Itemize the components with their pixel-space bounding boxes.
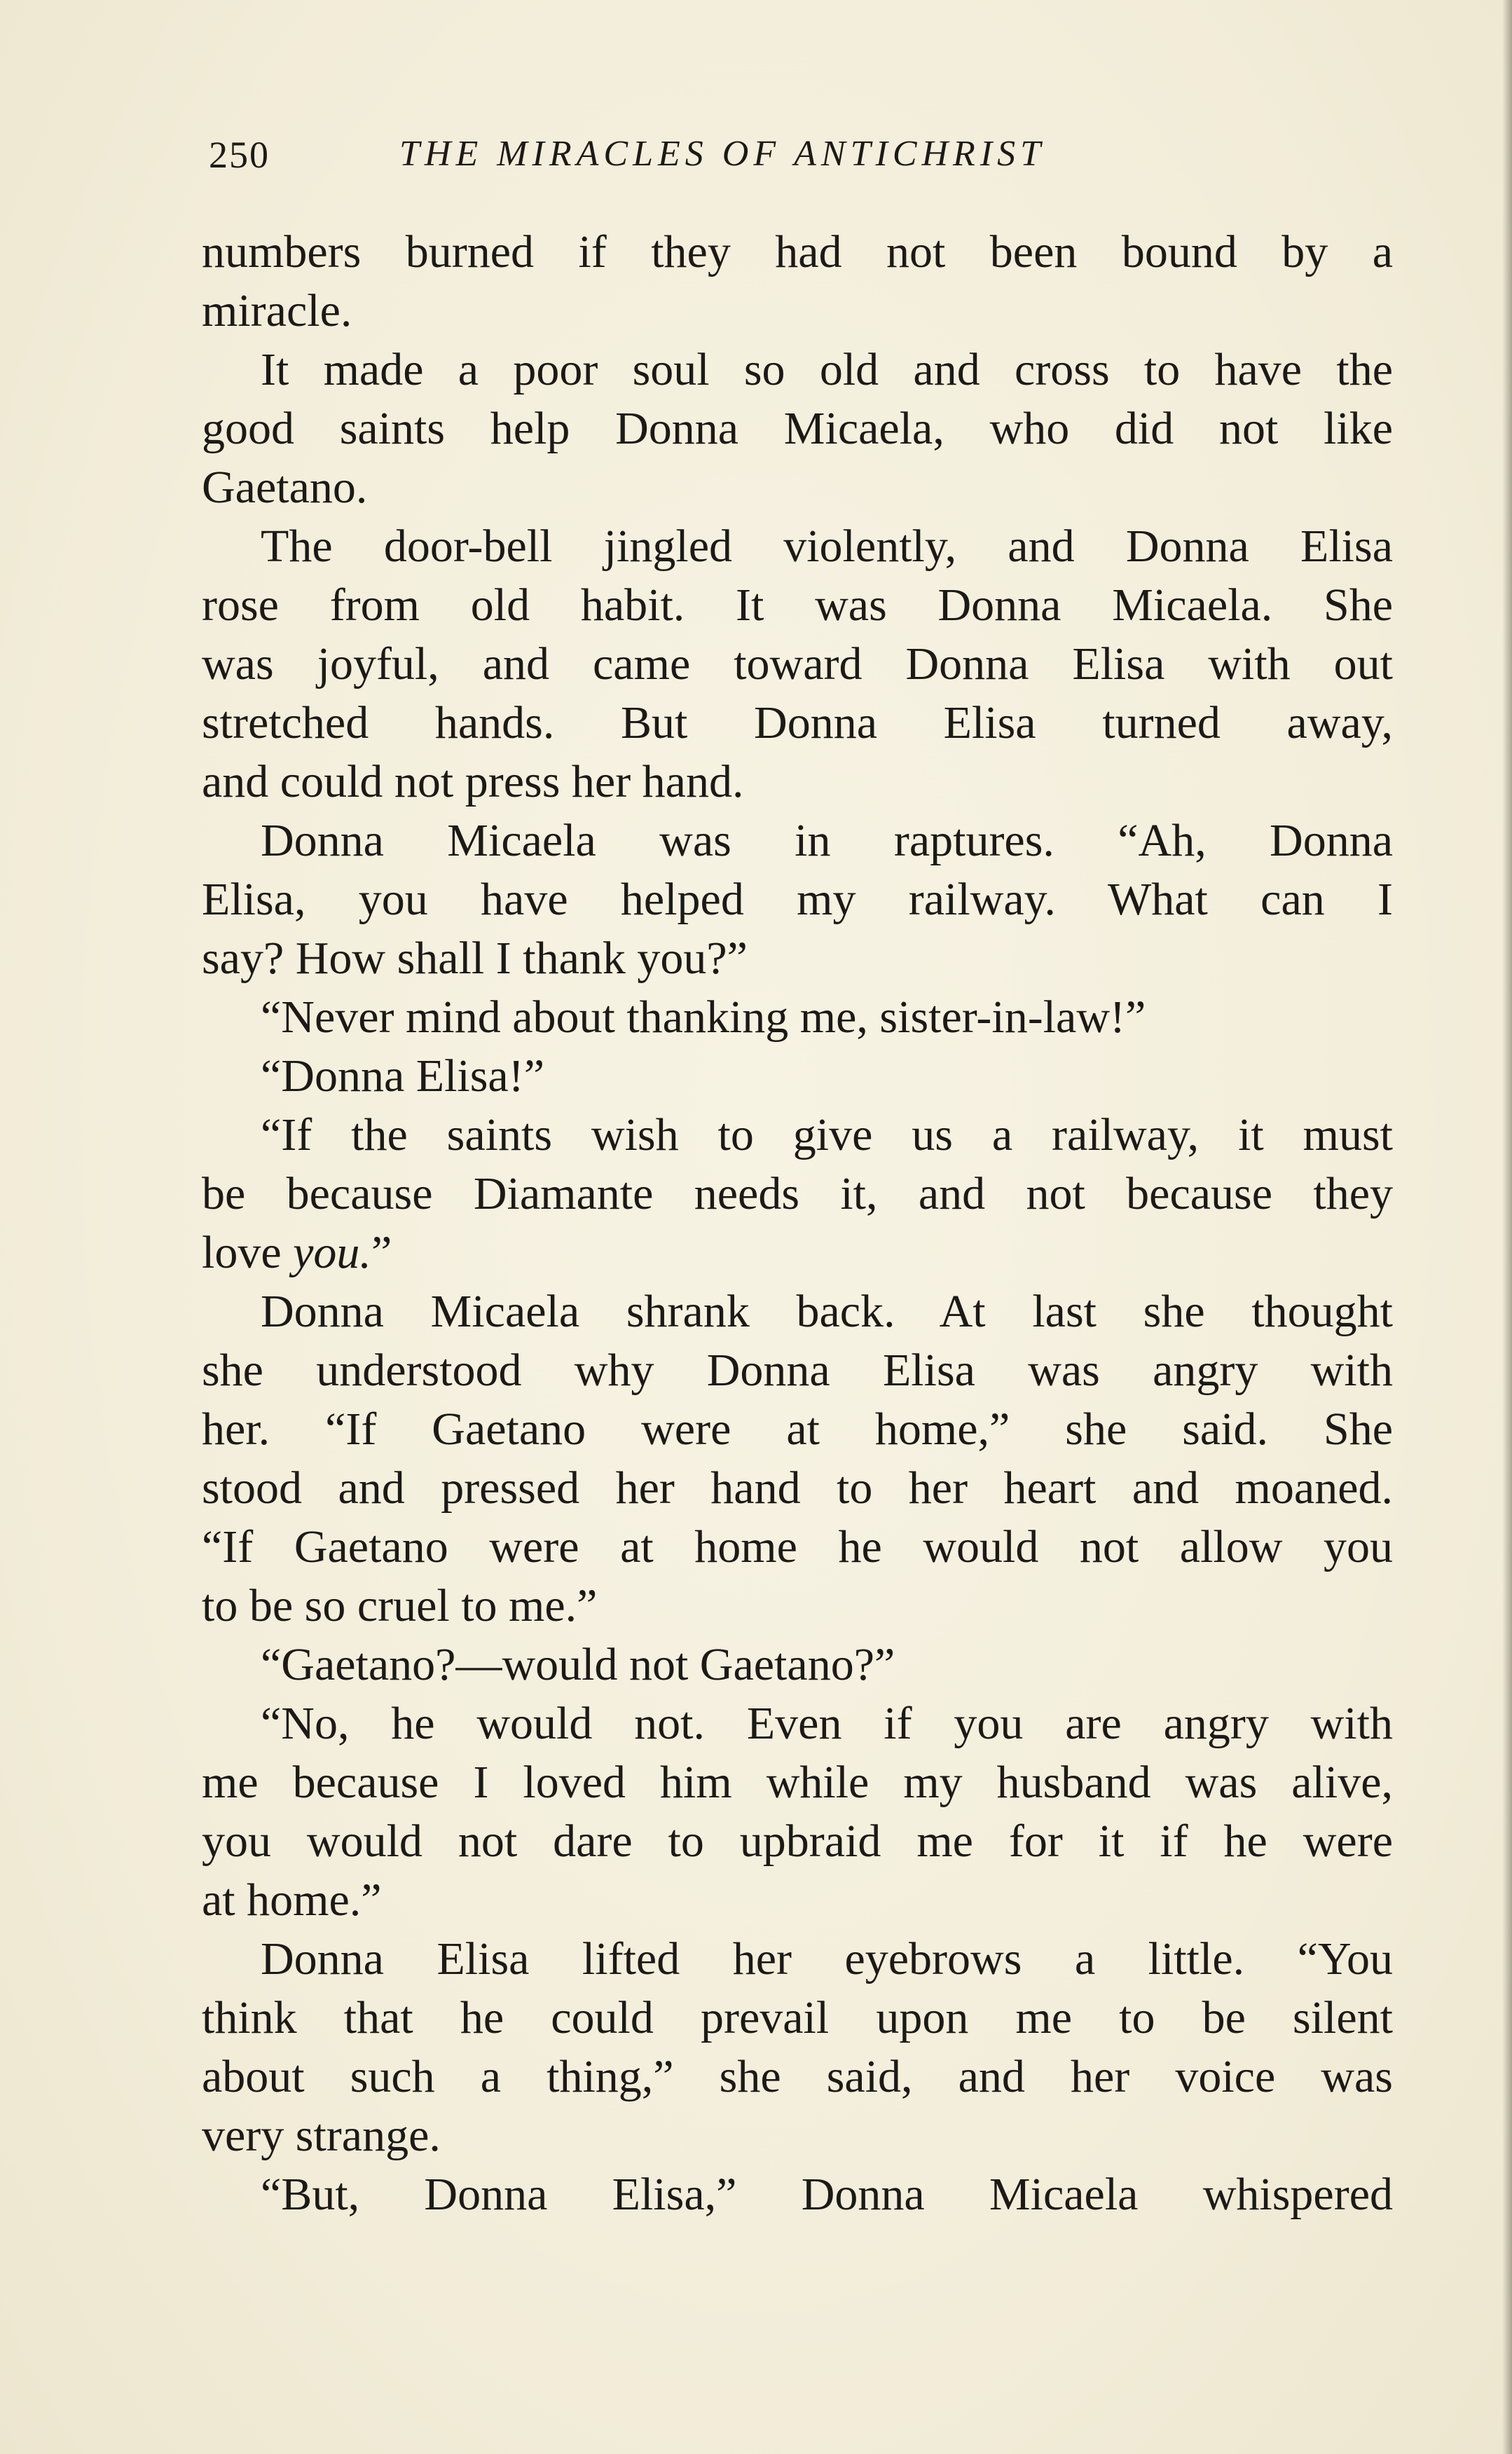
text-line: “Gaetano?—would not Gaetano?” xyxy=(261,1639,895,1690)
text-line: “But, Donna Elisa,” Donna Micaela whispered xyxy=(261,2169,1393,2220)
text-line: Donna Micaela was in raptures. “Ah, Donna xyxy=(261,815,1393,866)
text-line xyxy=(202,1223,1393,1282)
text-line: numbers burned if they had not been bound by a xyxy=(202,226,1393,277)
text-line: Donna Micaela shrank back. At last she thought xyxy=(261,1286,1393,1337)
text-line: her. “If Gaetano were at home,” she said. She xyxy=(202,1404,1393,1455)
text-line: good saints help Donna Micaela, who did not like xyxy=(202,403,1393,454)
text-line: at home.” xyxy=(202,1874,382,1926)
text-line: very strange. xyxy=(202,2110,441,2161)
text-line: “Never mind about thanking me, sister-in-law!” xyxy=(261,992,1146,1043)
body-text xyxy=(202,223,1393,2224)
text-line: me because I loved him while my husband was alive, xyxy=(202,1757,1393,1808)
text-line: “Donna Elisa!” xyxy=(261,1050,544,1102)
text-line: “No, he would not. Even if you are angry with xyxy=(261,1698,1393,1749)
text-line: Donna Elisa lifted her eyebrows a little. “You xyxy=(261,1933,1393,1985)
text-line: and could not press her hand. xyxy=(202,756,744,807)
closing-quote: ” xyxy=(371,1227,392,1278)
text-line: The door-bell jingled violently, and Donna Elisa xyxy=(261,521,1393,572)
text-line: miracle. xyxy=(202,285,352,336)
text-line: stretched hands. But Donna Elisa turned away, xyxy=(202,697,1393,748)
text-line: stood and pressed her hand to her heart and moaned. xyxy=(202,1462,1393,1514)
text-line: It made a poor soul so old and cross to have the xyxy=(261,344,1393,395)
text-line: was joyful, and came toward Donna Elisa with out xyxy=(202,638,1393,690)
page-edge-shadow xyxy=(1502,0,1512,2454)
text-line: Elisa, you have helped my railway. What can I xyxy=(202,874,1393,925)
running-title: THE MIRACLES OF ANTICHRIST xyxy=(399,134,1046,174)
emphasis-you: you. xyxy=(293,1227,371,1278)
text-line: “If Gaetano were at home he would not allow you xyxy=(202,1521,1393,1572)
text-line: say? How shall I thank you?” xyxy=(202,933,748,984)
love-text: love xyxy=(202,1227,294,1278)
text-line: you would not dare to upbraid me for it if he were xyxy=(202,1816,1393,1867)
text-line: to be so cruel to me.” xyxy=(202,1580,598,1631)
text-line: think that he could prevail upon me to be silent xyxy=(202,1992,1393,2043)
page-header xyxy=(209,133,1400,189)
text-line: “If the saints wish to give us a railway, it must xyxy=(261,1109,1393,1160)
text-line: rose from old habit. It was Donna Micaela. She xyxy=(202,580,1393,631)
text-line: about such a thing,” she said, and her voice was xyxy=(202,2051,1393,2102)
page-number: 250 xyxy=(209,134,270,176)
text-line: be because Diamante needs it, and not because they xyxy=(202,1168,1393,1219)
text-line: Gaetano. xyxy=(202,462,368,513)
text-line: she understood why Donna Elisa was angry with xyxy=(202,1345,1393,1396)
